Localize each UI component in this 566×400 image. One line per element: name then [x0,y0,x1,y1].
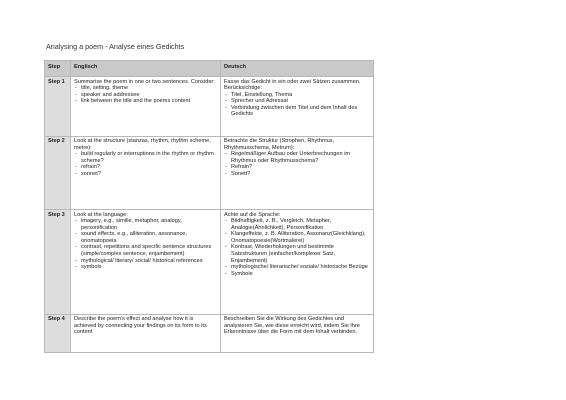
english-points [74,218,217,271]
list-item: - Klangeffekte, z. B. Alliteration, Assonanz(Gleichklang), Onomatopoesie(Wortmalerei) [224,231,370,244]
header-englisch: Englisch [71,61,221,77]
table-row [45,77,374,137]
english-cell [71,210,221,315]
list-item: - sound effects, e.g., alliteration, assonance, onomatopoeia [74,231,217,244]
english-intro: Look at the language: [74,211,128,218]
german-points [224,218,370,277]
table-row [45,314,374,353]
list-item: - Kontrast, Wiederholungen und bestimmte Satzstrukturen (einfacher/komplexer Satz, Enjambement) [224,244,370,264]
list-item: - Titel, Einstellung, Thema [224,92,370,99]
list-item: - Symbole [224,271,370,278]
list-item: - symbols [74,264,217,271]
list-item: - mythologische/ literarische/ soziale/ historische Bezüge [224,264,370,271]
english-cell [71,314,221,353]
list-item: - sonnet? [74,171,217,178]
list-item: - link between the title and the poems content [74,98,217,105]
german-intro: Betrachte die Struktur (Strophen, Rhythmus, Rhythmusschema, Metrum): [224,138,335,151]
english-intro: Summarise the poem in one or two sentences. Consider: [74,78,215,85]
step-label: Step 3 [45,210,71,315]
german-points [224,151,370,177]
list-item: - build regularly or interruptions in the rhythm or rhythm scheme? [74,151,217,164]
english-points [74,85,217,105]
german-cell [221,136,374,210]
german-cell [221,314,374,353]
list-item: - mythological/ literary/ social/ historical references [74,258,217,265]
step-label: Step 2 [45,136,71,210]
german-cell [221,210,374,315]
english-intro: Describe the poem's effect and analyse how it is achieved by connecting your findings on its form to its content [74,316,207,336]
german-intro: Achte auf die Sprache: [224,211,281,218]
table-row [45,210,374,315]
list-item: - title, setting, theme [74,85,217,92]
list-item: - speaker and addressee [74,92,217,99]
german-cell [221,77,374,137]
english-intro: Look at the structure (stanzas, rhythm, rhythm scheme, metre): [74,138,211,151]
step-label: Step 1 [45,77,71,137]
list-item: - Refrain? [224,164,370,171]
german-intro: Fasse das Gedicht in ein oder zwei Sätzen zusammen. Berücksichtige: [224,78,361,92]
english-cell [71,77,221,137]
english-points [74,151,217,177]
list-item: - imagery, e.g., similie, metaphor, analogy, personification [74,218,217,231]
list-item: - refrain? [74,164,217,171]
list-item: - Sprecher und Adressat [224,98,370,105]
list-item: - contrast, repetitions and specific sentence structures (simple/complex sentence, enjambement) [74,244,217,257]
list-item: - Regelmäßiger Aufbau oder Unterbrechungen im Rhythmus oder Rhythmusschema? [224,151,370,164]
header-deutsch: Deutsch [221,61,374,77]
german-points [224,92,370,118]
list-item: - Verbindung zwischen dem Titel und dem Inhalt des Gedichts [224,105,370,118]
steps-table [44,60,374,353]
english-cell [71,136,221,210]
step-label: Step 4 [45,314,71,353]
header-step: Step [45,61,71,77]
table-header-row [45,61,374,77]
table-row [45,136,374,210]
list-item: - Sonett? [224,171,370,178]
german-intro: Beschreiben Sie die Wirkung des Gedichtes und analysieren Sie, wie diese erreicht wird, indem Sie Ihre Erkenntnisse über die Form mit dem Inhalt verbinden. [224,316,360,336]
page-title: Analysing a poem - Analyse eines Gedichts [46,42,185,51]
list-item: - Bildhaftigkeit, z. B., Vergleich, Metapher, Analogie(Ähnlichkeit), Personifikation [224,218,370,231]
